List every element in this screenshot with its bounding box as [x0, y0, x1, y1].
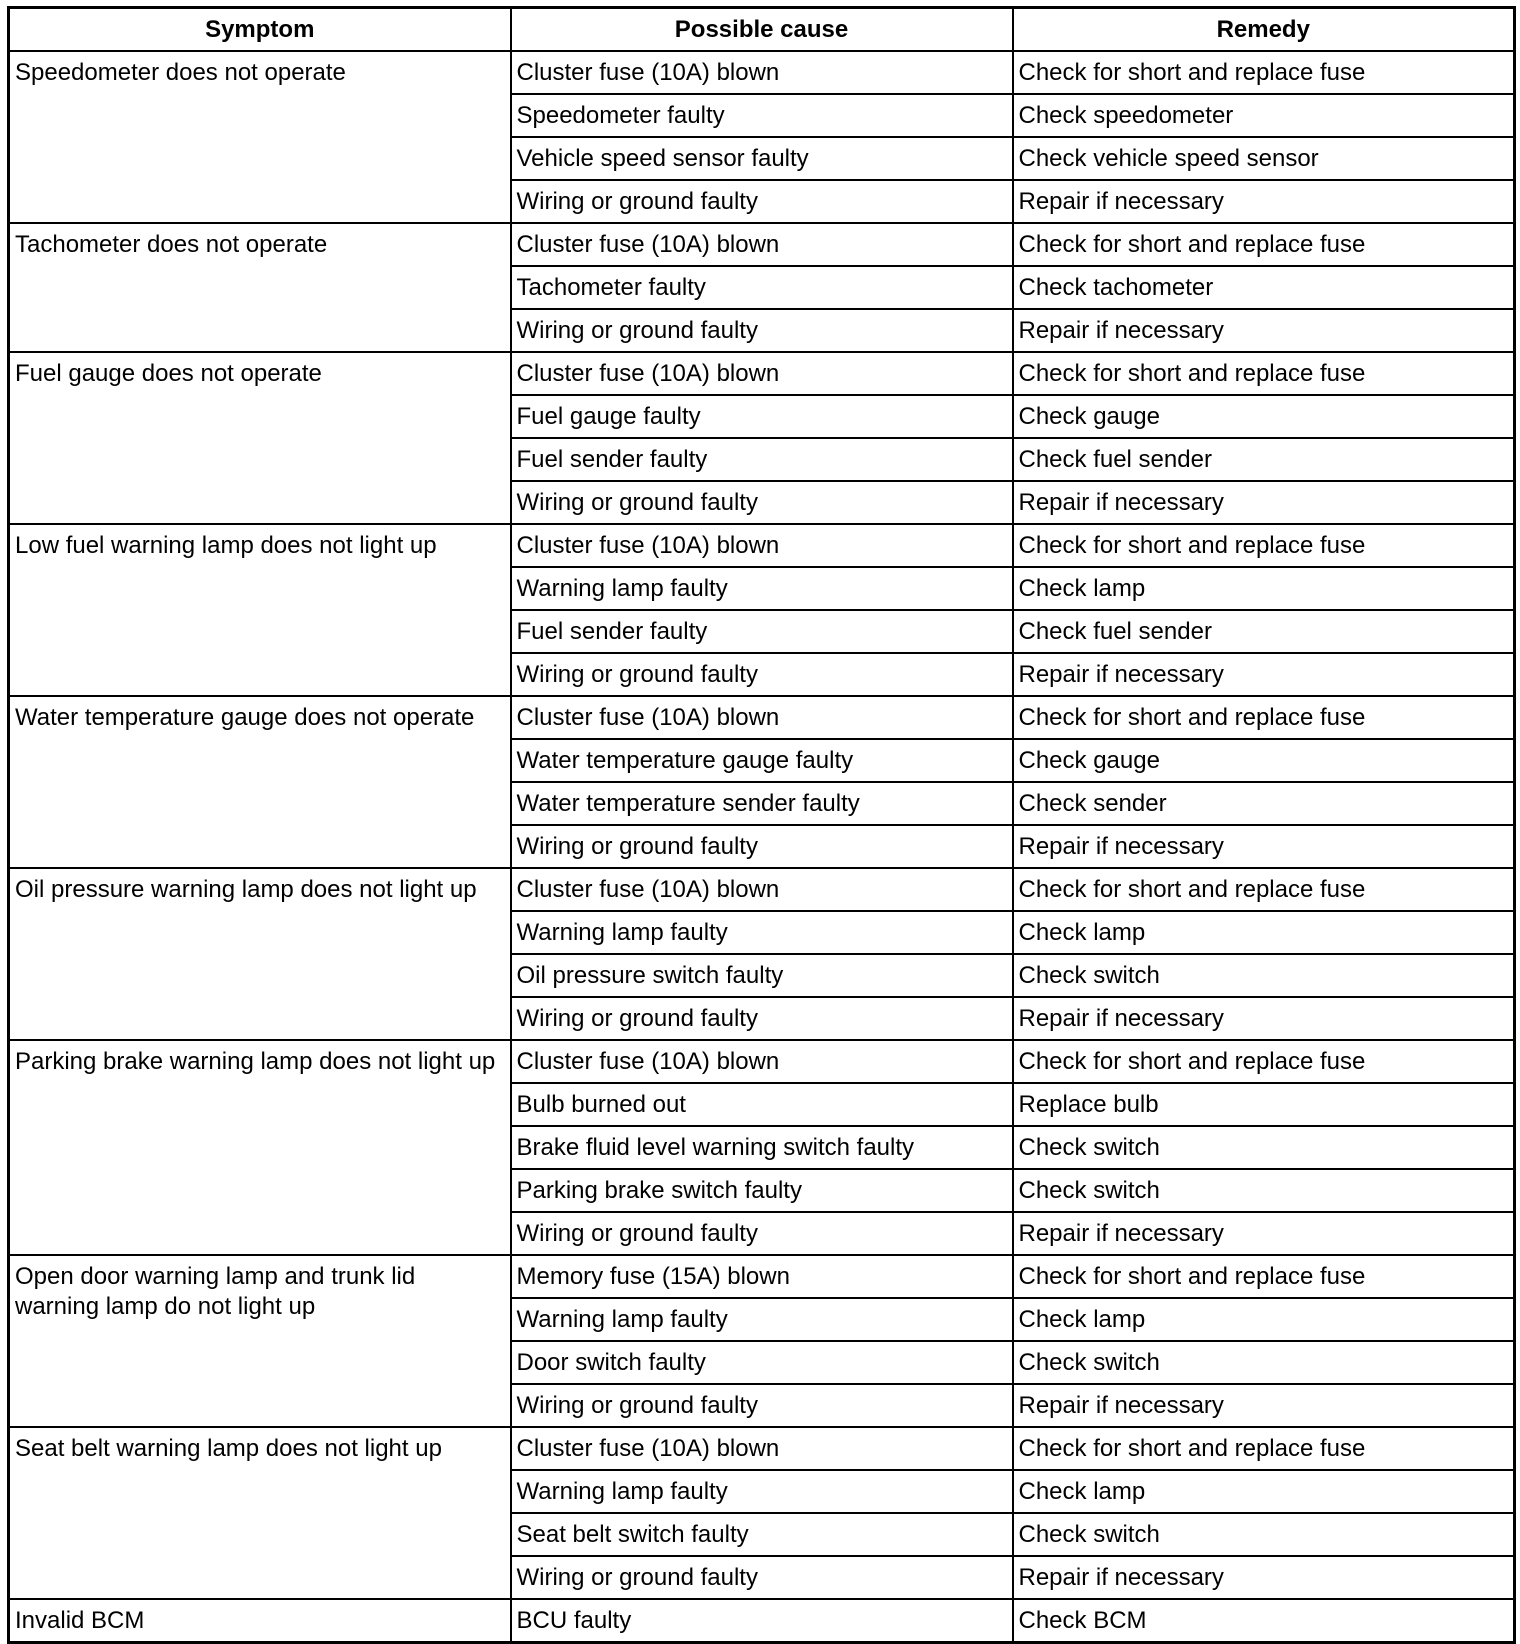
- symptom-cell: Speedometer does not operate: [9, 51, 511, 223]
- remedy-cell: Check switch: [1013, 1169, 1515, 1212]
- cause-cell: Cluster fuse (10A) blown: [511, 1040, 1013, 1083]
- remedy-cell: Check gauge: [1013, 739, 1515, 782]
- remedy-cell: Check for short and replace fuse: [1013, 1255, 1515, 1298]
- cause-cell: Fuel gauge faulty: [511, 395, 1013, 438]
- cause-cell: Brake fluid level warning switch faulty: [511, 1126, 1013, 1169]
- cause-cell: Wiring or ground faulty: [511, 997, 1013, 1040]
- header-symptom: Symptom: [9, 8, 511, 52]
- remedy-cell: Check for short and replace fuse: [1013, 1427, 1515, 1470]
- symptom-cell: Tachometer does not operate: [9, 223, 511, 352]
- cause-cell: Cluster fuse (10A) blown: [511, 696, 1013, 739]
- symptom-cell: Oil pressure warning lamp does not light up: [9, 868, 511, 1040]
- table-row: [9, 524, 1515, 567]
- cause-cell: Cluster fuse (10A) blown: [511, 223, 1013, 266]
- table-row: [9, 352, 1515, 395]
- troubleshooting-table: [7, 6, 1516, 1644]
- cause-cell: Wiring or ground faulty: [511, 1556, 1013, 1599]
- remedy-cell: Check for short and replace fuse: [1013, 868, 1515, 911]
- remedy-cell: Check gauge: [1013, 395, 1515, 438]
- cause-cell: Memory fuse (15A) blown: [511, 1255, 1013, 1298]
- cause-cell: Speedometer faulty: [511, 94, 1013, 137]
- troubleshooting-table-wrapper: [7, 6, 1516, 1644]
- table-row: [9, 1255, 1515, 1298]
- header-row: [9, 8, 1515, 52]
- cause-cell: Wiring or ground faulty: [511, 481, 1013, 524]
- remedy-cell: Check for short and replace fuse: [1013, 223, 1515, 266]
- cause-cell: Cluster fuse (10A) blown: [511, 524, 1013, 567]
- remedy-cell: Check lamp: [1013, 911, 1515, 954]
- remedy-cell: Check tachometer: [1013, 266, 1515, 309]
- remedy-cell: Check lamp: [1013, 1298, 1515, 1341]
- cause-cell: Warning lamp faulty: [511, 567, 1013, 610]
- remedy-cell: Check sender: [1013, 782, 1515, 825]
- remedy-cell: Check switch: [1013, 1513, 1515, 1556]
- remedy-cell: Repair if necessary: [1013, 1384, 1515, 1427]
- remedy-cell: Repair if necessary: [1013, 1212, 1515, 1255]
- remedy-cell: Check for short and replace fuse: [1013, 352, 1515, 395]
- remedy-cell: Check vehicle speed sensor: [1013, 137, 1515, 180]
- symptom-cell: Water temperature gauge does not operate: [9, 696, 511, 868]
- remedy-cell: Check for short and replace fuse: [1013, 524, 1515, 567]
- cause-cell: Cluster fuse (10A) blown: [511, 51, 1013, 94]
- table-body: [9, 51, 1515, 1643]
- cause-cell: Tachometer faulty: [511, 266, 1013, 309]
- remedy-cell: Check for short and replace fuse: [1013, 696, 1515, 739]
- remedy-cell: Repair if necessary: [1013, 180, 1515, 223]
- table-row: [9, 1427, 1515, 1470]
- table-row: [9, 223, 1515, 266]
- cause-cell: Fuel sender faulty: [511, 438, 1013, 481]
- cause-cell: Bulb burned out: [511, 1083, 1013, 1126]
- remedy-cell: Check switch: [1013, 1341, 1515, 1384]
- header-possible-cause: Possible cause: [511, 8, 1013, 52]
- remedy-cell: Check fuel sender: [1013, 610, 1515, 653]
- symptom-cell: Invalid BCM: [9, 1599, 511, 1643]
- symptom-cell: Low fuel warning lamp does not light up: [9, 524, 511, 696]
- table-row: [9, 1040, 1515, 1083]
- cause-cell: Fuel sender faulty: [511, 610, 1013, 653]
- cause-cell: Cluster fuse (10A) blown: [511, 352, 1013, 395]
- remedy-cell: Repair if necessary: [1013, 825, 1515, 868]
- cause-cell: Wiring or ground faulty: [511, 1384, 1013, 1427]
- table-row: [9, 51, 1515, 94]
- cause-cell: Door switch faulty: [511, 1341, 1013, 1384]
- remedy-cell: Check for short and replace fuse: [1013, 1040, 1515, 1083]
- cause-cell: Warning lamp faulty: [511, 1470, 1013, 1513]
- remedy-cell: Repair if necessary: [1013, 997, 1515, 1040]
- remedy-cell: Check for short and replace fuse: [1013, 51, 1515, 94]
- cause-cell: Warning lamp faulty: [511, 911, 1013, 954]
- cause-cell: Water temperature sender faulty: [511, 782, 1013, 825]
- remedy-cell: Check switch: [1013, 1126, 1515, 1169]
- symptom-cell: Seat belt warning lamp does not light up: [9, 1427, 511, 1599]
- remedy-cell: Repair if necessary: [1013, 1556, 1515, 1599]
- remedy-cell: Repair if necessary: [1013, 653, 1515, 696]
- cause-cell: Warning lamp faulty: [511, 1298, 1013, 1341]
- symptom-cell: Parking brake warning lamp does not light up: [9, 1040, 511, 1255]
- cause-cell: Vehicle speed sensor faulty: [511, 137, 1013, 180]
- cause-cell: Wiring or ground faulty: [511, 309, 1013, 352]
- symptom-cell: Open door warning lamp and trunk lid warning lamp do not light up: [9, 1255, 511, 1427]
- remedy-cell: Check lamp: [1013, 1470, 1515, 1513]
- remedy-cell: Repair if necessary: [1013, 309, 1515, 352]
- remedy-cell: Check fuel sender: [1013, 438, 1515, 481]
- cause-cell: Cluster fuse (10A) blown: [511, 868, 1013, 911]
- table-row: [9, 696, 1515, 739]
- table-row: [9, 868, 1515, 911]
- symptom-cell: Fuel gauge does not operate: [9, 352, 511, 524]
- cause-cell: BCU faulty: [511, 1599, 1013, 1643]
- cause-cell: Wiring or ground faulty: [511, 653, 1013, 696]
- header-remedy: Remedy: [1013, 8, 1515, 52]
- remedy-cell: Check switch: [1013, 954, 1515, 997]
- remedy-cell: Repair if necessary: [1013, 481, 1515, 524]
- cause-cell: Wiring or ground faulty: [511, 180, 1013, 223]
- cause-cell: Parking brake switch faulty: [511, 1169, 1013, 1212]
- remedy-cell: Check speedometer: [1013, 94, 1515, 137]
- cause-cell: Oil pressure switch faulty: [511, 954, 1013, 997]
- remedy-cell: Replace bulb: [1013, 1083, 1515, 1126]
- cause-cell: Seat belt switch faulty: [511, 1513, 1013, 1556]
- cause-cell: Water temperature gauge faulty: [511, 739, 1013, 782]
- table-row: [9, 1599, 1515, 1643]
- cause-cell: Wiring or ground faulty: [511, 825, 1013, 868]
- cause-cell: Wiring or ground faulty: [511, 1212, 1013, 1255]
- cause-cell: Cluster fuse (10A) blown: [511, 1427, 1013, 1470]
- remedy-cell: Check BCM: [1013, 1599, 1515, 1643]
- remedy-cell: Check lamp: [1013, 567, 1515, 610]
